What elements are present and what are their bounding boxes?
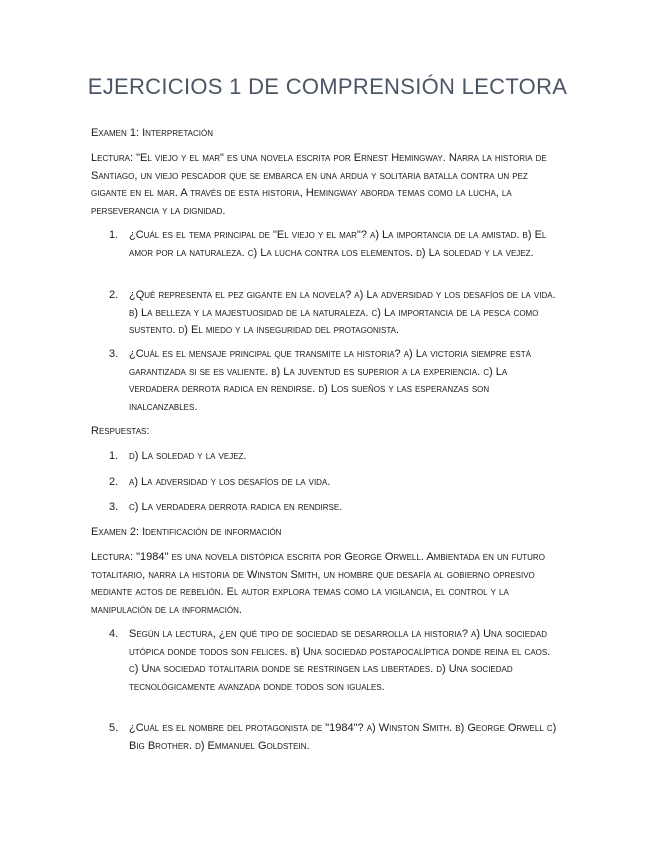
question-number: 5.	[109, 722, 119, 734]
exam2-heading: Examen 2: Identificación de información	[91, 526, 282, 538]
answer-number: 2.	[109, 476, 119, 488]
question-text: ¿Cuál es el nombre del protagonista de "1984"? a) Winston Smith. b) George Orwell c) Big Brother. d) Emmanuel Goldstein.	[129, 722, 557, 752]
exam1-reading: Lectura: "El viejo y el mar" es una novela escrita por Ernest Hemingway. Narra la historia de Santiago, un viejo pescador que se embarca en una ardua y solitaria batalla contra un pez gigante en el mar. A través de esta historia, Hemingway aborda temas como la lucha, la perseverancia y la dignidad.	[91, 152, 547, 217]
answer-number: 1.	[109, 450, 119, 462]
question-text: ¿Qué representa el pez gigante en la novela? a) La adversidad y los desafíos de la vida. b) La belleza y la majestuosidad de la naturaleza. c) La importancia de la pesca como sustento. d) El miedo y la inseguridad del protagonista.	[129, 289, 556, 336]
answer-number: 3.	[109, 501, 119, 513]
question-number: 2.	[109, 289, 119, 301]
question-number: 4.	[109, 628, 119, 640]
question-number: 3.	[109, 348, 119, 360]
answer-text: c) La verdadera derrota radica en rendirse.	[129, 501, 343, 513]
answers-heading: Respuestas:	[91, 425, 150, 437]
question-text: Según la lectura, ¿en qué tipo de sociedad se desarrolla la historia? a) Una sociedad utópica donde todos son felices. b) Una sociedad postapocalíptica donde reina el caos. c) Una sociedad totalitaria donde se restringen las libertades. d) Una sociedad tecnológicamente avanzada donde todos son iguales.	[129, 628, 551, 693]
answer-text: a) La adversidad y los desafíos de la vida.	[129, 476, 331, 488]
page-title: EJERCICIOS 1 DE COMPRENSIÓN LECTORA	[87, 74, 568, 99]
exam1-heading: Examen 1: Interpretación	[91, 127, 213, 139]
answer-text: d) La soledad y la vejez.	[129, 450, 247, 462]
question-text: ¿Cuál es el mensaje principal que transmite la historia? a) La victoria siempre está garantizada si se es valiente. b) La juventud es superior a la experiencia. c) La verdadera derrota radica en rendirse. d) Los sueños y las esperanzas son inalcanzables.	[129, 348, 531, 413]
exam2-reading: Lectura: "1984" es una novela distópica escrita por George Orwell. Ambientada en un futuro totalitario, narra la historia de Winston Smith, un hombre que desafía al gobierno opresivo mediante actos de rebelión. El autor explora temas como la vigilancia, el control y la manipulación de la información.	[91, 551, 545, 616]
question-text: ¿Cuál es el tema principal de "El viejo y el mar"? a) La importancia de la amistad. b) El amor por la naturaleza. c) La lucha contra los elementos. d) La soledad y la vejez.	[129, 229, 547, 259]
question-number: 1.	[109, 229, 119, 241]
